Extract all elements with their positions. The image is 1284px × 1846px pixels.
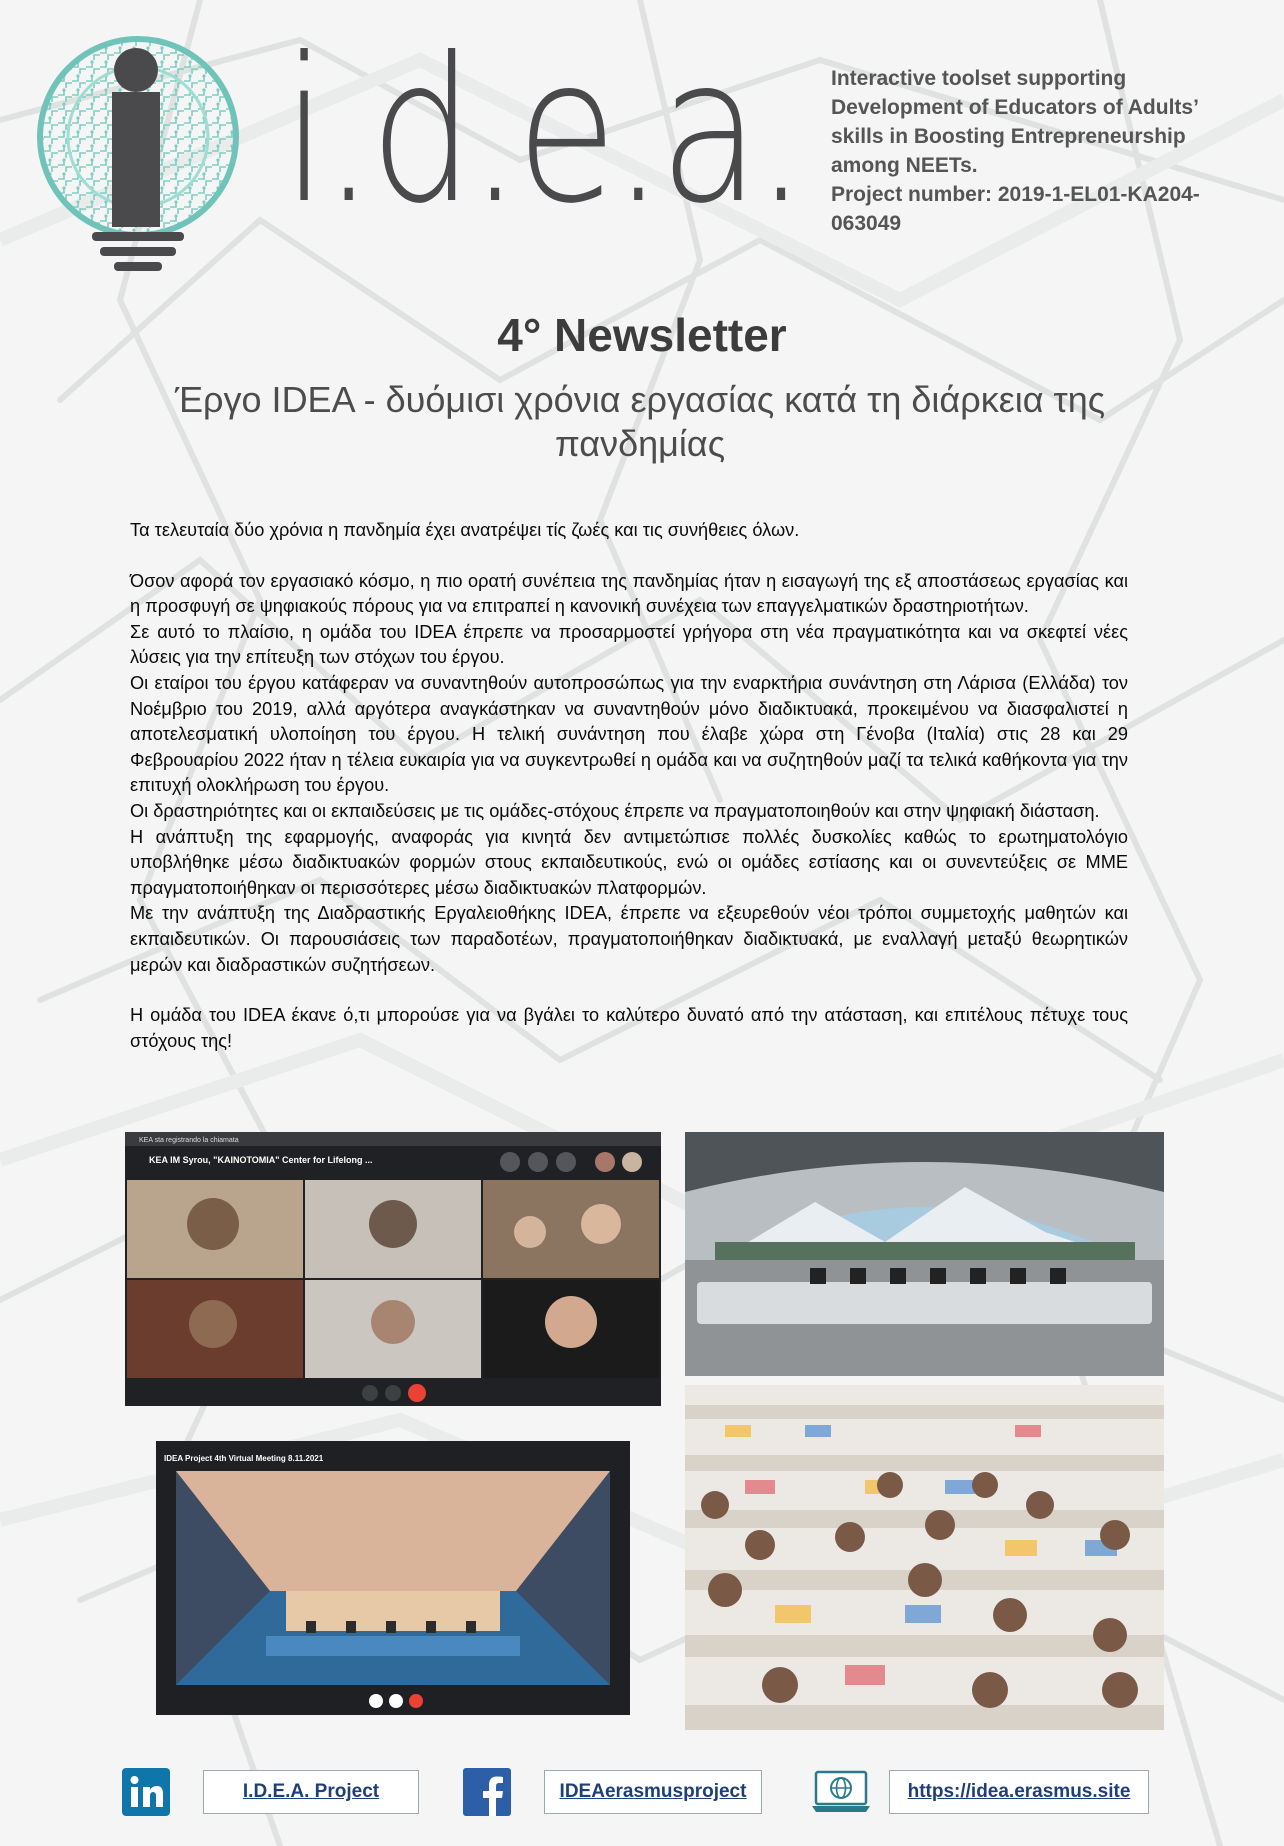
website-icon[interactable] <box>810 1768 872 1816</box>
video-call-grid-image <box>125 1132 661 1406</box>
video-call-screenshot-1 <box>125 1132 661 1406</box>
video-call-screenshot-2 <box>156 1441 630 1715</box>
paragraph: Σε αυτό το πλαίσιο, η ομάδα του IDEA έπρεπε να προσαρμοστεί γρήγορα στη νέα πραγματικότητα και να σκεφτεί νέες λύσεις για την επίτευξη των στόχων του έργου. <box>130 621 1128 668</box>
idea-wordmark: i.d.e.a. <box>282 15 803 248</box>
facebook-icon[interactable] <box>463 1768 511 1816</box>
facebook-link[interactable]: IDEAerasmusproject <box>559 1781 747 1802</box>
paragraph: Με την ανάπτυξη της Διαδραστικής Εργαλειοθήκης IDEA, έπρεπε να εξευρεθούν νέοι τρόποι συμμετοχής μαθητών και εκπαιδευτικών. Οι παρουσιάσεις των παραδοτέων, πραγματοποιήθηκαν διαδικτυακά, με εναλλαγή μεταξύ θεωρητικών μερών και διαδραστικών συζητήσεων. <box>130 903 1128 975</box>
project-info <box>831 64 1221 238</box>
recording-notice: KEA sta registrando la chiamata <box>139 1137 239 1144</box>
paragraph: Η ανάπτυξη της εφαρμογής, αναφοράς για κινητά δεν αντιμετώπισε πολλές δυσκολίες καθώς το ερωτηματολόγιο υποβλήθηκε μέσω διαδικτυακών φορμών στους εκπαιδευτικούς, ενώ οι ομάδες εστίασης και οι συνεντεύξεις σε ΜΜΕ πραγματοποιήθηκαν οι περισσότερες μέσω διαδικτυακών πλατφορμών. <box>130 826 1128 898</box>
facebook-link-box[interactable] <box>544 1770 762 1814</box>
meeting-title: KEA IM Syrou, "KAINOTOMIA" Center for Lifelong ... <box>149 1155 373 1165</box>
paragraph: Τα τελευταία δύο χρόνια η πανδημία έχει ανατρέψει τίς ζωές και τις συνήθειες όλων. <box>130 520 800 540</box>
project-number: Project number: 2019-1-EL01-KA204-063049 <box>831 183 1200 235</box>
website-link-box[interactable] <box>889 1770 1149 1814</box>
meeting-title: IDEA Project 4th Virtual Meeting 8.11.2021 <box>164 1454 324 1463</box>
paragraph: Οι δραστηριότητες και οι εκπαιδεύσεις με τις ομάδες-στόχους έπρεπε να πραγματοποιηθούν και στην ψηφιακή διάσταση. <box>130 800 1100 821</box>
article-body <box>130 518 1128 1054</box>
virtual-meeting-panel-photo <box>685 1132 1164 1376</box>
paragraph: Η ομάδα του IDEA έκανε ό,τι μπορούσε για να βγάλει το καλύτερο δυνατό από την ατάσταση, και επιτέλους πέτυχε τους στόχους της! <box>130 1005 1128 1051</box>
paragraph: Όσον αφορά τον εργασιακό κόσμο, η πιο ορατή συνέπεια της πανδημίας ήταν η εισαγωγή της εξ αποστάσεως εργασίας και η προσφυγή σε ψηφιακούς πόρους για να επιτραπεί η κανονική συνέχεια των επαγγελματικών δραστηριοτήτων. <box>130 570 1128 617</box>
lecture-hall-photo <box>685 1385 1164 1730</box>
website-link[interactable]: https://idea.erasmus.site <box>907 1781 1131 1802</box>
newsletter-title: 4° Newsletter <box>497 309 787 361</box>
paragraph: Οι εταίροι του έργου κατάφεραν να συναντηθούν αυτοπροσώπως για την εναρκτήρια συνάντηση στη Λάρισα (Ελλάδα) τον Νοέμβριο του 2019, αλλά αργότερα αναγκάστηκαν να συναντηθούν μόνο διαδικτυακά, προκειμένου να διασφαλιστεί η αποτελεσματική υλοποίηση του έργου. Η τελική συνάντηση που έλαβε χώρα στη Γένοβα (Ιταλία) στις 28 και 29 Φεβρουαρίου 2022 ήταν η τέλεια ευκαιρία για να συγκεντρωθεί η ομάδα και να συζητηθούν μαζί τα τελικά καθήκοντα για την επιτυχή ολοκλήρωση του έργου. <box>130 672 1128 796</box>
linkedin-icon[interactable] <box>122 1768 170 1816</box>
virtual-stage-image <box>685 1132 1164 1376</box>
airplane-meeting-image <box>156 1441 630 1715</box>
linkedin-link-box[interactable] <box>203 1770 419 1814</box>
project-description: Interactive toolset supporting Development of Educators of Adults’ skills in Boosting Entrepreneurship among NEETs. <box>831 67 1198 177</box>
idea-bulb-logo <box>30 32 245 277</box>
lecture-hall-image <box>685 1385 1164 1730</box>
linkedin-link[interactable]: I.D.E.A. Project <box>242 1781 380 1802</box>
newsletter-subtitle: Έργο IDEA - δυόμισι χρόνια εργασίας κατά τη διάρκεια της πανδημίας <box>174 379 1106 464</box>
